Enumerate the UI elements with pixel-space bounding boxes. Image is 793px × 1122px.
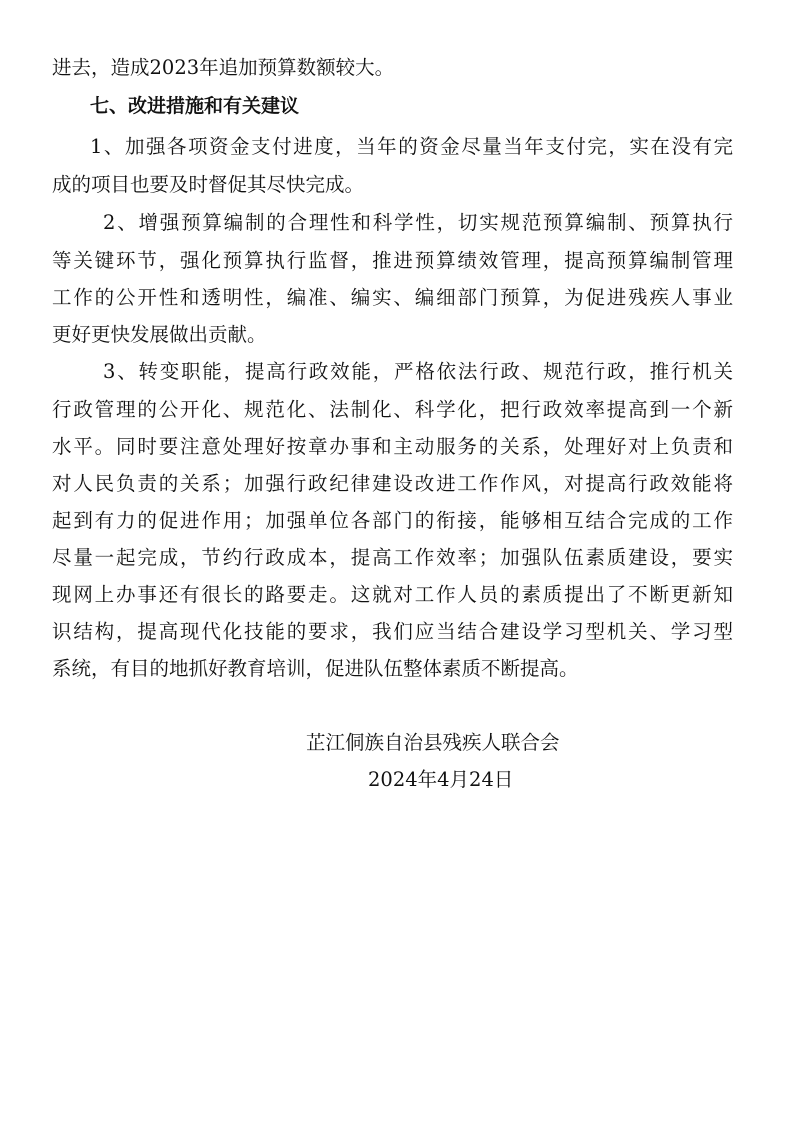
paragraph-3-line-9: 系统，有目的地抓好教育培训，促进队伍整体素质不断提高。 <box>52 657 579 680</box>
paragraph-3-line-1: 3、转变职能，提高行政效能，严格依法行政、规范行政，推行机关 <box>103 360 733 383</box>
carryover-line: 进去，造成2023年追加预算数额较大。 <box>52 56 395 79</box>
paragraph-3-line-2: 行政管理的公开化、规范化、法制化、科学化，把行政效率提高到一个新 <box>52 398 733 421</box>
signature-date: 2024年4月24日 <box>368 768 514 791</box>
paragraph-1-line-2: 成的项目也要及时督促其尽快完成。 <box>52 173 365 196</box>
paragraph-3-line-8: 识结构，提高现代化技能的要求，我们应当结合建设学习型机关、学习型 <box>52 620 733 643</box>
paragraph-3-line-6: 尽量一起完成，节约行政成本，提高工作效率；加强队伍素质建设，要实 <box>52 546 733 569</box>
paragraph-2-line-2: 等关键环节，强化预算执行监督，推进预算绩效管理，提高预算编制管理 <box>52 249 733 272</box>
signature-organization: 芷江侗族自治县残疾人联合会 <box>306 731 560 754</box>
section-heading: 七、改进措施和有关建议 <box>90 95 300 117</box>
paragraph-3-line-4: 对人民负责的关系；加强行政纪律建设改进工作作风，对提高行政效能将 <box>52 472 733 495</box>
paragraph-3-line-5: 起到有力的促进作用；加强单位各部门的衔接，能够相互结合完成的工作 <box>52 509 733 532</box>
paragraph-3-line-3: 水平。同时要注意处理好按章办事和主动服务的关系，处理好对上负责和 <box>52 435 733 458</box>
paragraph-1-line-1: 1、加强各项资金支付进度，当年的资金尽量当年支付完，实在没有完 <box>90 135 733 158</box>
paragraph-2-line-1: 2、增强预算编制的合理性和科学性，切实规范预算编制、预算执行 <box>103 211 733 234</box>
paragraph-3-line-7: 现网上办事还有很长的路要走。这就对工作人员的素质提出了不断更新知 <box>52 583 733 606</box>
paragraph-2-line-3: 工作的公开性和透明性，编准、编实、编细部门预算，为促进残疾人事业 <box>52 286 733 309</box>
paragraph-2-line-4: 更好更快发展做出贡献。 <box>52 323 267 346</box>
